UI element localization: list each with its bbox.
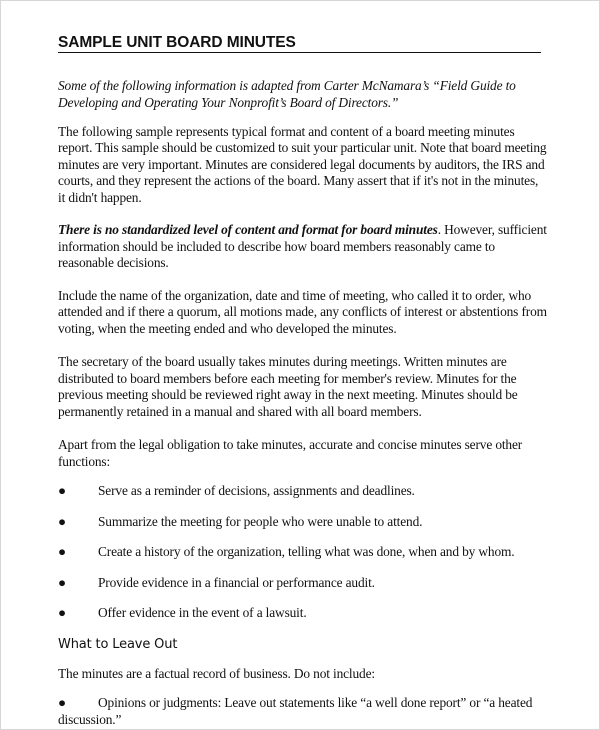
document-body <box>58 78 548 728</box>
leave-out-item <box>58 695 548 728</box>
leave-out-item-text: Opinions or judgments: Leave out statements like “a well done report” or “a heated discussion.” <box>58 695 533 727</box>
list-item-text: Summarize the meeting for people who were unable to attend. <box>98 513 423 529</box>
bold-lead-text: There is no standardized level of content and format for board minutes <box>58 222 438 237</box>
list-item <box>58 544 548 575</box>
list-item-text: Create a history of the organization, telling what was done, when and by whom. <box>98 544 515 559</box>
intro-paragraph: Some of the following information is adapted from Carter McNamara’s “Field Guide to Developing and Operating Your Nonprofit’s Board of Directors.” <box>58 78 516 110</box>
paragraph-rest-text: . However, sufficient information should be included to describe how board members reasonably came to reasonable decisions. <box>58 222 547 270</box>
paragraph-standardization <box>58 222 548 272</box>
paragraph-secretary: The secretary of the board usually takes minutes during meetings. Written minutes are distributed to board members before each meeting for member's review. Minutes for the previous meeting should be reviewed right away in the next meeting. Minutes should be permanently retained in a manual and shared with all board members. <box>58 354 518 419</box>
functions-list <box>58 483 548 636</box>
paragraph-functions-intro: Apart from the legal obligation to take minutes, accurate and concise minutes serve other functions: <box>58 437 523 469</box>
list-item <box>58 605 548 636</box>
list-item <box>58 575 548 606</box>
list-item <box>58 514 548 545</box>
bullet-icon: ● <box>58 483 66 498</box>
paragraph-include: Include the name of the organization, date and time of meeting, who called it to order, who attended and if there a quorum, all motions made, any conflicts of interest or abstentions from voting, when the meeting ended and who developed the minutes. <box>58 287 547 336</box>
bullet-icon: ● <box>58 513 66 529</box>
list-item-text: Provide evidence in a financial or performance audit. <box>98 574 375 590</box>
list-item-text: Offer evidence in the event of a lawsuit. <box>98 605 307 620</box>
bullet-icon: ● <box>58 605 66 620</box>
list-item <box>58 483 548 514</box>
leave-out-intro: The minutes are a factual record of business. Do not include: <box>58 665 375 681</box>
bullet-icon: ● <box>58 574 66 590</box>
document-title: SAMPLE UNIT BOARD MINUTES <box>58 34 541 53</box>
section-heading-leave-out: What to Leave Out <box>58 636 178 652</box>
list-item-text: Serve as a reminder of decisions, assignments and deadlines. <box>98 483 415 498</box>
paragraph-importance: The following sample represents typical format and content of a board meeting minutes report. This sample should be customized to suit your particular unit. Note that board meeting minutes are very important. Minutes are considered legal documents by auditors, the IRS and courts, and they represent the actions of the board. Many assert that if it's not in the minutes, it didn't happen. <box>58 123 547 205</box>
bullet-icon: ● <box>58 544 66 559</box>
bullet-icon: ● <box>58 695 66 710</box>
